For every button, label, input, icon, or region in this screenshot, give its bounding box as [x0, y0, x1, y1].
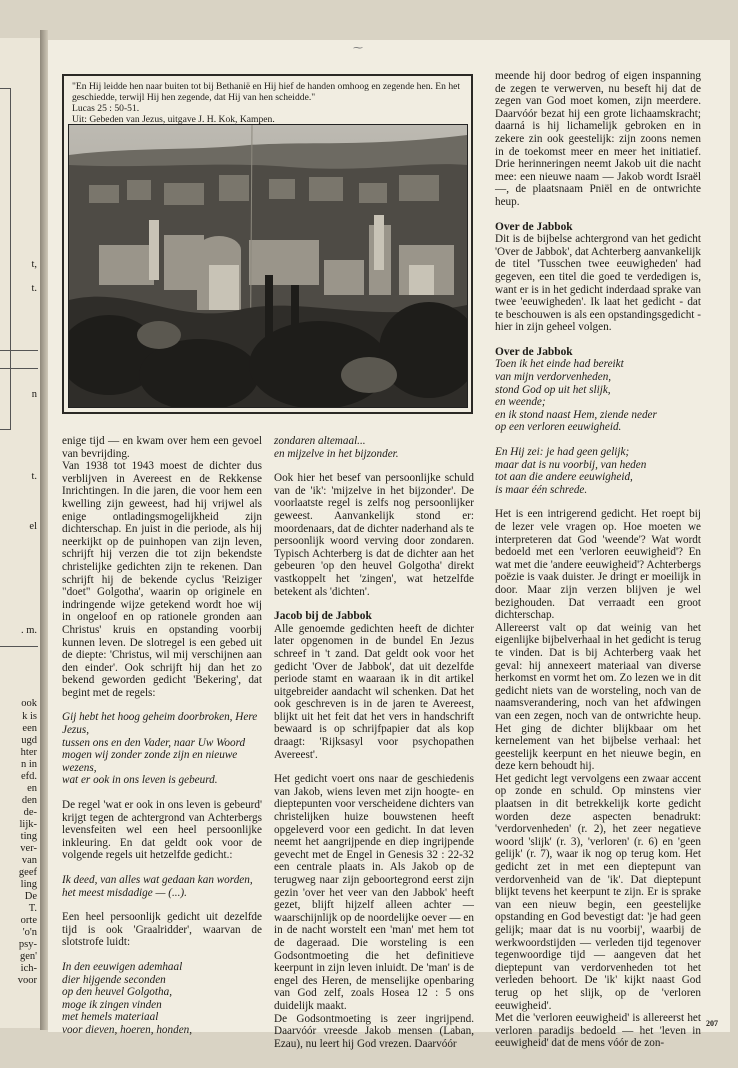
previous-page-text-fragment: en: [27, 783, 37, 794]
previous-page-text-fragment: t,: [31, 259, 37, 270]
previous-page-text-fragment: hter: [20, 747, 37, 758]
text-column-2: [274, 435, 474, 1050]
poem-quote: [62, 961, 262, 1037]
previous-page-text-fragment: efd.: [20, 771, 37, 782]
magazine-page: [48, 40, 730, 1050]
paragraph: Het gedicht legt vervolgens een zwaar accent op zonde en schuld. Op minstens vier plaatsen in dit betrekkelijk korte gedicht worden deze aspecten benadrukt: 'verdorvenheden' (r. 2), het zeer negatieve woord 'slijk' (r. 3), 'verloren' (r. 6) en 'geen gelijk' (r. 7), waar ik nog op terug kom. Het gedicht zet in met een dieptepunt van verdorvenheid van de 'ik'. Dat dieptepunt blijkt tevens het keerpunt te zijn. Er is sprake van een nieuw begin, een geestelijke opstanding en God bevestigt dat: 'je had geen gelijk; maar dat is nu voorbij', waarbij de werkwoordstijden — verleden tijd tegenover tegenwoordige tijd — aangeven dat het dieptepunt van verdorvenheden tot het verleden behoort. De 'ik' kijkt naast God terug op het slijk, op de 'verloren eeuwigheid'.: [495, 772, 701, 1012]
poem-text: Ik deed, van alles wat gedaan kan worden, het meest misdadige — (...).: [62, 874, 253, 899]
paragraph: Het is een intrigerend gedicht. Het roept bij de lezer vele vragen op. Hoe moeten we interpreteren dat God 'weende'? Wat wordt bedoeld met een 'verloren eeuwigheid'? En wat met die 'andere eeuwigheid'? Achterbergs poëzie is vaak duister. Je dringt er moeilijk in door. Maar zijn verzen blijven je wel bezighouden. Dat verraadt een groot dichterschap.: [495, 508, 701, 622]
paragraph: meende hij door bedrog of eigen inspanning de zegen te verwerven, nu beseft hij dat de zegen van God moet komen, zijn meerdere. Daarvóór bezat hij een grote lichaamskracht; daarná is hij lichamelijk gebroken en in zekere zin ook geestelijk: zijn zoons nemen in de toekomst meer en meer het initiatief. Drie herinneringen neemt Jakob uit die nacht mee: een nieuwe naam — Jakob wordt Israël —, de plaatsnaam Pniël en de ontwrichte heup.: [495, 70, 701, 208]
top-mark: ⁓: [353, 43, 363, 54]
previous-page-text-fragment: gen': [19, 951, 37, 962]
photo-caption: [72, 81, 463, 125]
page-number: 207: [706, 1019, 718, 1028]
previous-page-text-fragment: . m.: [20, 625, 37, 636]
poem-quote: [495, 446, 701, 496]
previous-page-text-fragment: den: [21, 795, 37, 806]
text-column-1: [62, 435, 262, 1037]
paragraph: enige tijd — en kwam over hem een gevoel van bevrijding.: [62, 435, 262, 460]
previous-page-text-fragment: 'o'n: [22, 927, 37, 938]
paragraph: Een heel persoonlijk gedicht uit dezelfde tijd is ook 'Graalridder', waarvan de slotstrofe luidt:: [62, 911, 262, 949]
previous-page-text-fragment: orte: [20, 915, 37, 926]
caption-quote: "En Hij leidde hen naar buiten tot bij Bethanië en Hij hief de handen omhoog en zegende hen. En het geschiedde, terwijl Hij hen zegende, dat Hij van hen scheidde.": [72, 81, 461, 103]
previous-page-text-fragment: ver-: [20, 843, 37, 854]
previous-page-text-fragment: psy-: [18, 939, 37, 950]
poem-quote: [62, 711, 262, 787]
previous-page-text-fragment: ting: [20, 831, 37, 842]
previous-page-edge: [0, 38, 41, 1028]
paragraph: Dit is de bijbelse achtergrond van het gedicht 'Over de Jabbok', dat Achterberg aanvankelijk de titel 'Tusschen twee eeuwigheden' had gegeven, een titel die goed te verdedigen is, want er is in het gedicht inderdaad sprake van twee 'eeuwigheden'. Ik laat het gedicht - dat te beschouwen is als een opstandingsgedicht - hier in zijn geheel volgen.: [495, 233, 701, 334]
poem-text: Toen ik het einde had bereikt van mijn verdorvenheden, stond God op uit het slijk, en weende; en ik stond naast Hem, ziende neder op een verloren eeuwigheid.: [495, 358, 657, 434]
previous-page-rule: [0, 646, 38, 647]
poem-text: Gij hebt het hoog geheim doorbroken, Here Jezus, tussen ons en den Vader, naar Uw Woord mogen wij zonder zonde zijn en nieuwe wezens, wat er ook in ons leven is gebeurd.: [62, 711, 258, 787]
paragraph: Ook hier het besef van persoonlijke schuld van de 'ik': 'mijzelve in het bijzonder'. De voorlaatste regel is zelfs nog persoonlijker geweest. Aanvankelijk stond er: moordenaars, dat de dichter naderhand als te persoonlijk woord verving door zondaren. Typisch Achterberg is dat de dichter aan het gebeuren 'op den heuvel Golgotha' direkt vastkoppelt het 'zingen', wat hetzelfde betekent als 'dichten'.: [274, 472, 474, 598]
previous-page-text-fragment: el: [29, 521, 37, 532]
previous-page-rule: [0, 350, 38, 351]
section-heading: Over de Jabbok: [495, 220, 573, 233]
previous-page-text-fragment: de-: [23, 807, 37, 818]
poem-quote: [62, 874, 262, 899]
caption-source: Uit: Gebeden van Jezus, uitgave J. H. Kok, Kampen.: [72, 114, 275, 125]
paragraph: Het gedicht voert ons naar de geschiedenis van Jakob, wiens leven met zijn hoogte- en dieptepunten voor verscheidene dichters van christelijken huize bouwstenen heeft opgeleverd voor een gedicht. In dat leven neemt het aangrijpende en diep ingrijpende gevecht met de Engel in Genesis 32 : 22-32 een centrale plaats in. Als Jakob op de terugweg naar zijn geboortegrond eerst zijn gezin 'over het veer van den Jabbok' heeft gezet, blijft hijzelf alleen achter — waarschijnlijk op de noordelijke oever — en in de nacht worstelt een 'man' met hem tot de dageraad. Die worsteling is een Godsontmoeting die het definitieve keerpunt in zijn leven inluidt. De 'man' is de engel des Heren, de menselijke openbaring van God zelf, zoals Hosea 12 : 5 ons duidelijk maakt.: [274, 773, 474, 1012]
previous-page-text-fragment: geef: [18, 867, 37, 878]
poem-text: In den eeuwigen ademhaal dier hijgende seconden op den heuvel Golgotha, moge ik zingen vinden met hemels materiaal voor dieven, hoeren, honden,: [62, 960, 193, 1036]
poem-quote: [495, 358, 701, 434]
previous-page-text-fragment: een: [22, 723, 37, 734]
previous-page-frame: [0, 88, 11, 430]
paragraph: Van 1938 tot 1943 moest de dichter dus verblijven in Avereest en de Rekkense Inrichtingen. In die jaren, die voor hem een kwelling zijn geweest, had hij vrijwel als enige ontladingsmogelijkheid zijn dichterschap. En juist in die periode, als hij neerkijkt op de puinhopen van zijn leven, schrijft hij verzen die tot zijn bekendste christelijke gedichten zijn te rekenen. Dan schrijft hij de bekende cyclus 'Reiziger "doet" Golgotha', waarin op originele en indringende wijze getekend wordt hoe wij in ongeloof en op rationele gronden aan Christus' kruis en opstanding voorbij kunnen leven. De slotregel is een gebed uit de diepte: 'Christus, wil mij verschijnen aan den einder'. Ook schrijft hij dan het zo bekend geworden gedicht 'Bekering', dat begint met de regels:: [62, 460, 262, 699]
text-column-3: [495, 70, 701, 1050]
previous-page-text-fragment: k is: [22, 711, 37, 722]
previous-page-text-fragment: n: [31, 389, 37, 400]
previous-page-text-fragment: t.: [31, 283, 37, 294]
previous-page-text-fragment: ling: [20, 879, 37, 890]
paragraph: Allereerst valt op dat weinig van het eigenlijke bijbelverhaal in het gedicht is terug te vinden. Dat is bij Achterberg vaak het geval: hij annexeert materiaal van diverse herkomst en vormt het om. Zo lezen we in dit gedicht niets van de worsteling, noch van de naamsverandering, noch van het afdwingen van een zegen, noch van de ontwrichte heup. Het ging de dichter blijkbaar om het kernelement van het bijbelse verhaal: het geestelijk keerpunt en het nieuwe begin, en deze kern behoudt hij.: [495, 621, 701, 773]
paragraph: Met die 'verloren eeuwigheid' is allereerst het verloren paradijs bedoeld — het 'leven in eeuwigheid' dat de mens vóór de zon-: [495, 1012, 701, 1050]
poem-quote: [274, 435, 474, 460]
paragraph: Alle genoemde gedichten heeft de dichter later opgenomen in de bundel En Jezus schreef in 't zand. Dat geldt ook voor het gedicht 'Over de Jabbok', dat uit dezelfde periode stamt en waaraan ik in dit artikel uitgebreider aandacht wil schenken. Dat het ook geschreven is in de jaren te Avereest, blijkt uit het feit dat het vers in handschrift bewaard is op schrijfpapier dat als kop draagt: 'Rijksasyl voor psychopathen Avereest'.: [274, 622, 474, 761]
poem-text: En Hij zei: je had geen gelijk; maar dat is nu voorbij, van heden tot aan die andere eeuwigheid, is maar één schrede.: [495, 446, 647, 496]
previous-page-text-fragment: ugd: [21, 735, 37, 746]
previous-page-text-fragment: van: [21, 855, 37, 866]
previous-page-text-fragment: De: [24, 891, 37, 902]
poem-text: zondaren altemaal... en mijzelve in het bijzonder.: [274, 435, 399, 460]
previous-page-text-fragment: n in: [20, 759, 37, 770]
poem-title: Over de Jabbok: [495, 345, 573, 358]
previous-page-text-fragment: ook: [21, 698, 37, 709]
paragraph: De regel 'wat er ook in ons leven is gebeurd' krijgt tegen de achtergrond van Achterbergs levensfeiten wel een heel persoonlijke inkleuring. En dat geldt ook voor de volgende regels uit hetzelfde gedicht.:: [62, 799, 262, 862]
previous-page-text-fragment: lijk-: [19, 819, 37, 830]
page-gutter: [40, 30, 48, 1030]
city-landscape-photo: [68, 124, 468, 408]
previous-page-text-fragment: t.: [31, 471, 37, 482]
caption-reference: Lucas 25 : 50-51.: [72, 103, 140, 114]
previous-page-text-fragment: voor: [17, 975, 37, 986]
previous-page-text-fragment: T.: [28, 903, 37, 914]
previous-page-rule: [0, 368, 38, 369]
paragraph: De Godsontmoeting is zeer ingrijpend. Daarvóór vreesde Jakob mensen (Laban, Ezau), nu leert hij God vrezen. Daarvóór: [274, 1012, 474, 1050]
section-heading: Jacob bij de Jabbok: [274, 610, 372, 623]
previous-page-text-fragment: ich-: [20, 963, 37, 974]
